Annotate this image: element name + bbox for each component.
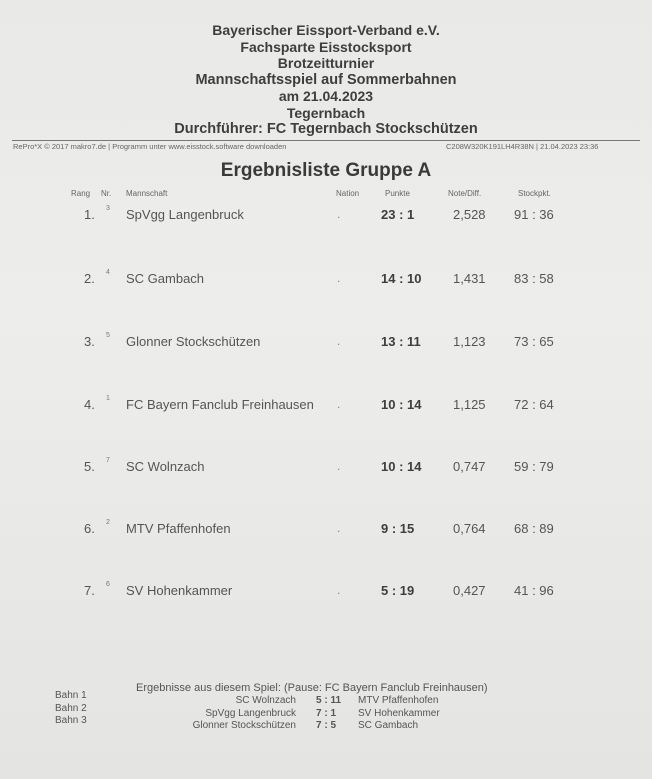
stock-points: 59 : 79 (514, 459, 554, 474)
stock-points: 41 : 96 (514, 583, 554, 598)
table-row (0, 583, 652, 603)
team-number: 6 (106, 581, 110, 588)
table-row (0, 521, 652, 541)
team-name: SV Hohenkammer (126, 583, 233, 598)
nation: . (337, 583, 341, 597)
game-score: 7 : 5 (316, 720, 337, 731)
team-number: 3 (106, 205, 110, 212)
note-diff: 1,125 (453, 397, 486, 412)
results-list-title: Ergebnisliste Gruppe A (220, 160, 432, 181)
team-number: 4 (106, 269, 110, 276)
col-nation: Nation (336, 189, 360, 198)
team-name: MTV Pfaffenhofen (126, 521, 231, 536)
col-rang: Rang (71, 189, 91, 198)
rank: 1. (84, 207, 95, 222)
note-diff: 0,427 (453, 583, 486, 598)
nation: . (337, 271, 341, 285)
table-row (0, 207, 652, 227)
team-number: 7 (106, 457, 110, 464)
stock-points: 68 : 89 (514, 521, 554, 536)
game-results-title: Ergebnisse aus diesem Spiel: (Pause: FC Bayern Fanclub Freinhausen) (136, 682, 488, 694)
table-row (0, 459, 652, 479)
col-stockpkt: Stockpkt. (518, 189, 551, 198)
team-name: SC Wolnzach (126, 459, 205, 474)
nation: . (337, 207, 341, 221)
rank: 2. (84, 271, 95, 286)
stock-points: 72 : 64 (514, 397, 554, 412)
header-divider (12, 140, 640, 141)
home-team: SC Wolnzach (235, 695, 296, 706)
col-note: Note/Diff. (448, 189, 482, 198)
points: 14 : 10 (381, 271, 422, 286)
rank: 3. (84, 334, 95, 349)
note-diff: 0,747 (453, 459, 486, 474)
stock-points: 91 : 36 (514, 207, 554, 222)
col-nr: Nr. (101, 189, 112, 198)
team-number: 5 (106, 332, 110, 339)
note-diff: 2,528 (453, 207, 486, 222)
organizer: Durchführer: FC Tegernbach Stockschützen (174, 121, 478, 137)
event-date: am 21.04.2023 (278, 88, 374, 104)
nation: . (337, 334, 341, 348)
tournament-name: Brotzeitturnier (277, 55, 375, 71)
team-number: 1 (106, 395, 110, 402)
team-name: SC Gambach (126, 271, 205, 286)
document-code: C208W320K191LH4R38N | 21.04.2023 23:36 (446, 142, 599, 151)
stock-points: 83 : 58 (514, 271, 554, 286)
nation: . (337, 459, 341, 473)
team-name: FC Bayern Fanclub Freinhausen (126, 397, 314, 412)
table-row (0, 334, 652, 354)
away-team: MTV Pfaffenhofen (358, 695, 439, 706)
points: 10 : 14 (381, 459, 422, 474)
rank: 7. (84, 583, 95, 598)
division-name: Fachsparte Eisstocksport (240, 38, 412, 55)
event-location: Tegernbach (286, 104, 366, 121)
home-team: Glonner Stockschützen (192, 720, 296, 731)
game-score: 5 : 11 (316, 695, 342, 706)
points: 10 : 14 (381, 397, 422, 412)
team-name: Glonner Stockschützen (126, 334, 261, 349)
note-diff: 0,764 (453, 521, 486, 536)
nation: . (337, 397, 341, 411)
note-diff: 1,123 (453, 334, 486, 349)
nation: . (337, 521, 341, 535)
col-punkte: Punkte (385, 189, 410, 198)
rank: 6. (84, 521, 95, 536)
team-name: SpVgg Langenbruck (126, 207, 244, 222)
competition-type: Mannschaftsspiel auf Sommerbahnen (195, 71, 457, 88)
away-team: SC Gambach (358, 720, 419, 731)
association-name: Bayerischer Eissport-Verband e.V. (212, 22, 440, 38)
away-team: SV Hohenkammer (358, 708, 440, 719)
rank: 4. (84, 397, 95, 412)
software-credit: RePro*X © 2017 makro7.de | Programm unter www.eisstock.software downloaden (13, 142, 287, 151)
col-mannschaft: Mannschaft (126, 189, 168, 198)
lane-label: Bahn 3 (55, 715, 87, 726)
points: 9 : 15 (381, 521, 415, 536)
lane-label: Bahn 2 (55, 703, 87, 714)
stock-points: 73 : 65 (514, 334, 554, 349)
game-score: 7 : 1 (316, 708, 337, 719)
team-number: 2 (106, 519, 110, 526)
rank: 5. (84, 459, 95, 474)
home-team: SpVgg Langenbruck (205, 708, 296, 719)
note-diff: 1,431 (453, 271, 486, 286)
points: 13 : 11 (381, 334, 421, 349)
lane-label: Bahn 1 (55, 690, 87, 701)
points: 23 : 1 (381, 207, 415, 222)
table-row (0, 397, 652, 417)
points: 5 : 19 (381, 583, 415, 598)
document-header (0, 22, 652, 138)
table-row (0, 271, 652, 291)
